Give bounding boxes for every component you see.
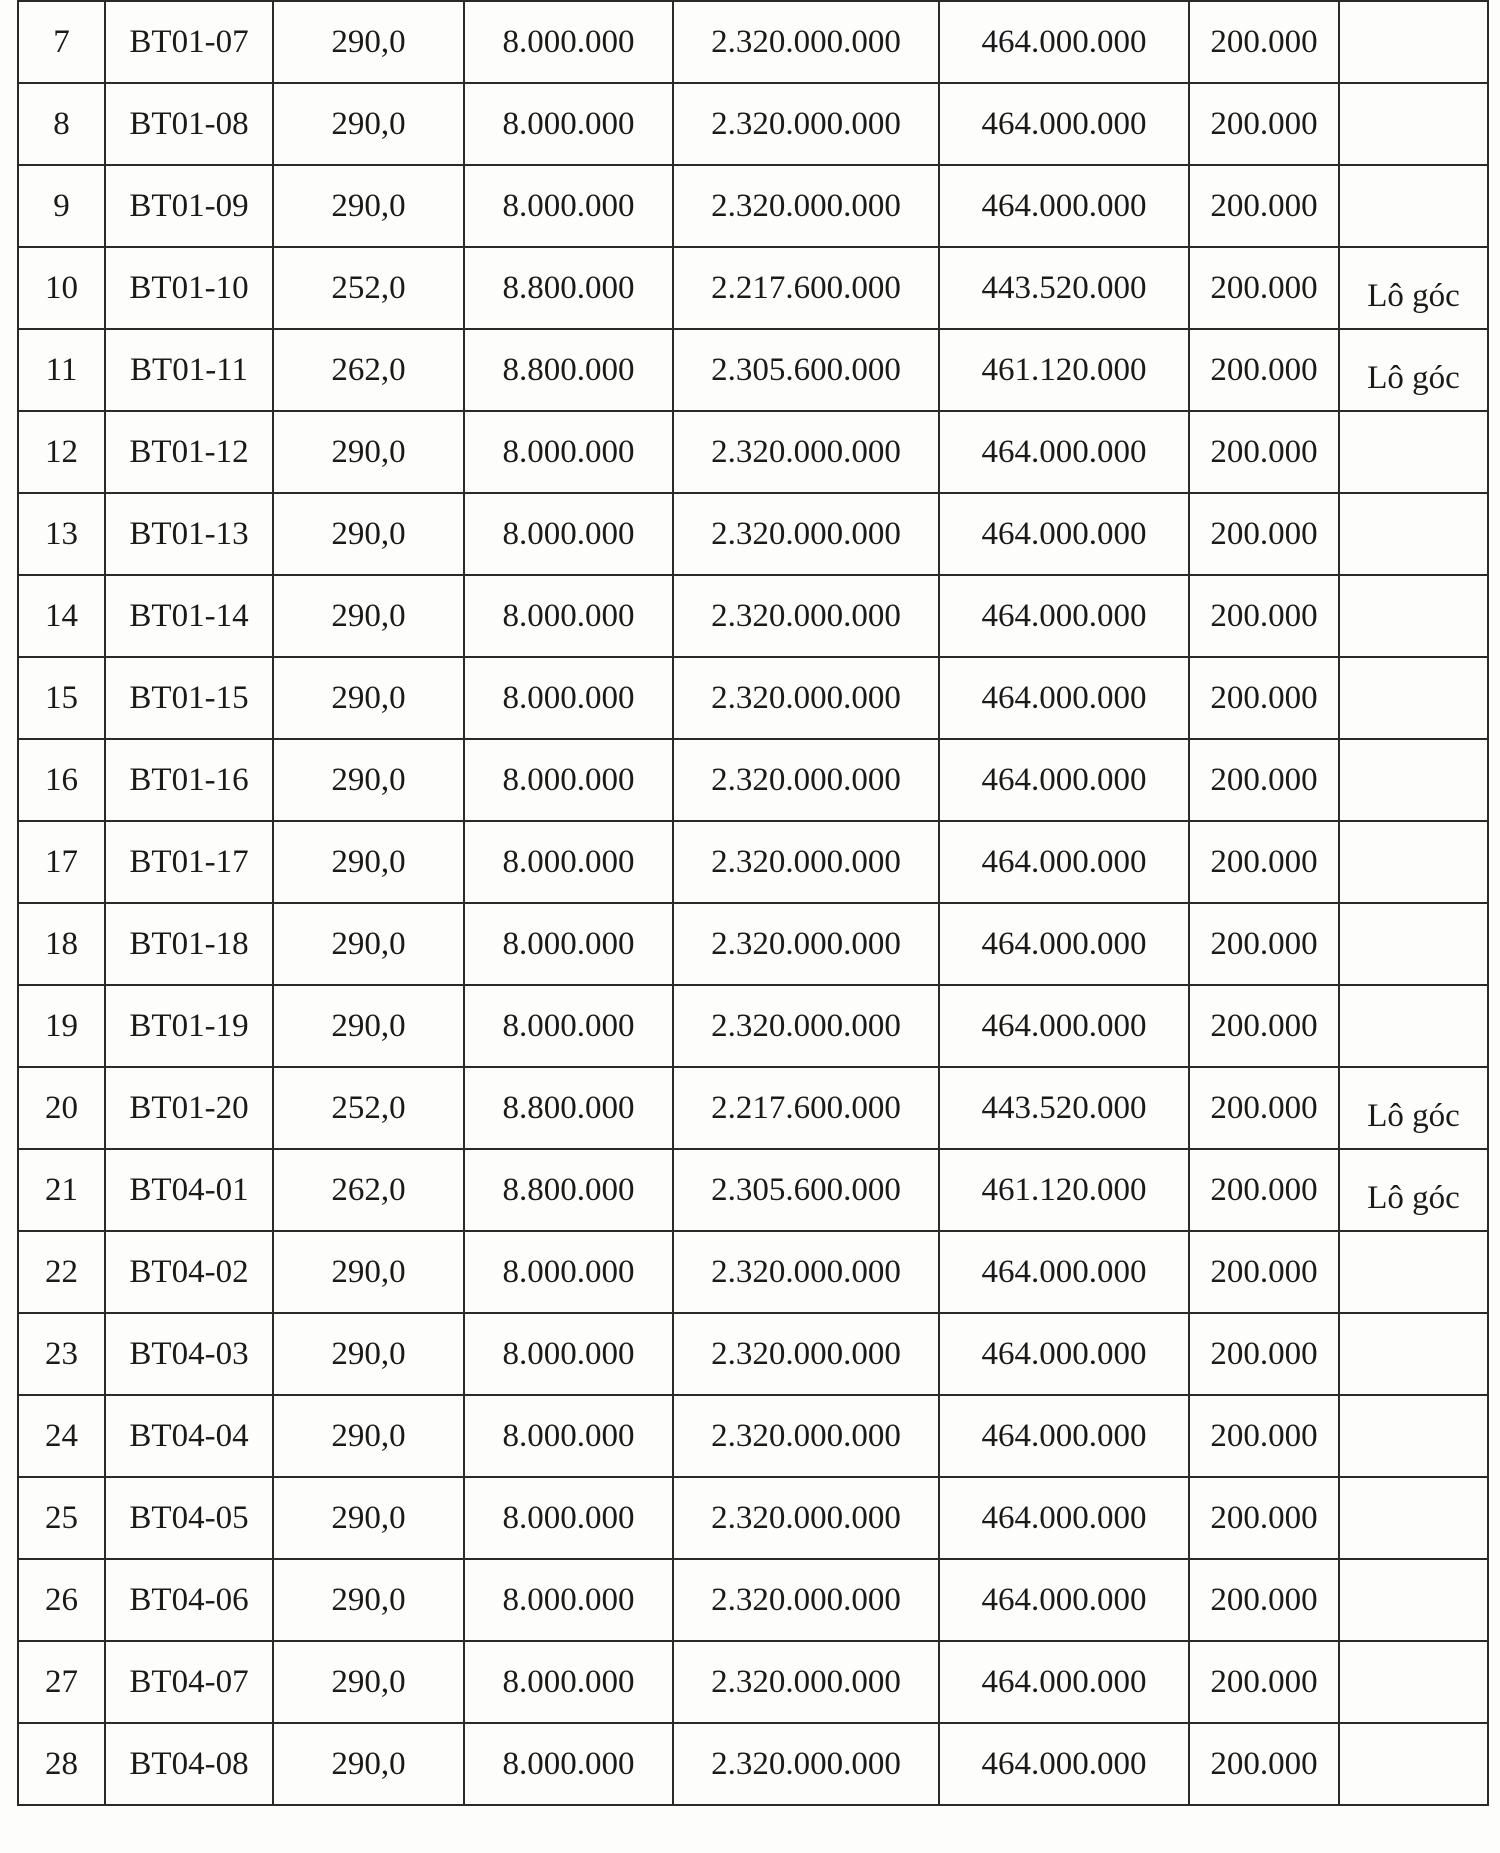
cell-deposit: 464.000.000 <box>939 1559 1189 1641</box>
cell-area: 290,0 <box>273 1723 464 1805</box>
cell-index: 27 <box>18 1641 105 1723</box>
cell-deposit: 443.520.000 <box>939 247 1189 329</box>
table-row <box>18 1559 1488 1641</box>
cell-note <box>1339 1 1488 83</box>
cell-area: 290,0 <box>273 1641 464 1723</box>
cell-index: 26 <box>18 1559 105 1641</box>
cell-area: 290,0 <box>273 493 464 575</box>
cell-lot-code: BT01-11 <box>105 329 273 411</box>
lot-price-table <box>17 0 1489 1806</box>
cell-index: 16 <box>18 739 105 821</box>
cell-unit-price: 8.000.000 <box>464 575 673 657</box>
cell-note <box>1339 165 1488 247</box>
cell-unit-price: 8.000.000 <box>464 165 673 247</box>
cell-total-price: 2.320.000.000 <box>673 903 939 985</box>
cell-unit-price: 8.800.000 <box>464 1067 673 1149</box>
cell-area: 290,0 <box>273 821 464 903</box>
cell-total-price: 2.320.000.000 <box>673 985 939 1067</box>
cell-index: 12 <box>18 411 105 493</box>
cell-lot-code: BT04-02 <box>105 1231 273 1313</box>
cell-unit-price: 8.000.000 <box>464 739 673 821</box>
cell-unit-price: 8.000.000 <box>464 83 673 165</box>
table-body <box>18 1 1488 1805</box>
cell-area: 290,0 <box>273 165 464 247</box>
cell-total-price: 2.320.000.000 <box>673 411 939 493</box>
cell-total-price: 2.320.000.000 <box>673 1477 939 1559</box>
table-row <box>18 329 1488 411</box>
cell-area: 290,0 <box>273 83 464 165</box>
cell-total-price: 2.320.000.000 <box>673 1313 939 1395</box>
cell-note <box>1339 1559 1488 1641</box>
cell-index: 23 <box>18 1313 105 1395</box>
table-row <box>18 575 1488 657</box>
cell-lot-code: BT01-18 <box>105 903 273 985</box>
cell-lot-code: BT04-03 <box>105 1313 273 1395</box>
cell-fee: 200.000 <box>1189 1 1339 83</box>
cell-lot-code: BT01-15 <box>105 657 273 739</box>
table-row <box>18 657 1488 739</box>
table-row <box>18 739 1488 821</box>
cell-deposit: 464.000.000 <box>939 903 1189 985</box>
cell-deposit: 464.000.000 <box>939 411 1189 493</box>
cell-deposit: 443.520.000 <box>939 1067 1189 1149</box>
cell-lot-code: BT04-05 <box>105 1477 273 1559</box>
cell-note <box>1339 493 1488 575</box>
cell-total-price: 2.320.000.000 <box>673 1723 939 1805</box>
cell-fee: 200.000 <box>1189 1559 1339 1641</box>
cell-fee: 200.000 <box>1189 1149 1339 1231</box>
cell-fee: 200.000 <box>1189 1477 1339 1559</box>
cell-note: Lô góc <box>1339 1149 1488 1231</box>
cell-fee: 200.000 <box>1189 1723 1339 1805</box>
table-row <box>18 1067 1488 1149</box>
cell-index: 24 <box>18 1395 105 1477</box>
cell-note: Lô góc <box>1339 247 1488 329</box>
table-row <box>18 83 1488 165</box>
cell-deposit: 464.000.000 <box>939 493 1189 575</box>
cell-unit-price: 8.000.000 <box>464 411 673 493</box>
cell-deposit: 464.000.000 <box>939 1231 1189 1313</box>
cell-area: 290,0 <box>273 657 464 739</box>
cell-fee: 200.000 <box>1189 1231 1339 1313</box>
cell-note <box>1339 1723 1488 1805</box>
cell-area: 290,0 <box>273 1477 464 1559</box>
cell-deposit: 464.000.000 <box>939 165 1189 247</box>
cell-note <box>1339 903 1488 985</box>
cell-total-price: 2.320.000.000 <box>673 493 939 575</box>
cell-lot-code: BT01-12 <box>105 411 273 493</box>
cell-unit-price: 8.000.000 <box>464 1559 673 1641</box>
cell-fee: 200.000 <box>1189 165 1339 247</box>
cell-deposit: 464.000.000 <box>939 739 1189 821</box>
cell-index: 13 <box>18 493 105 575</box>
table-row <box>18 821 1488 903</box>
cell-lot-code: BT01-16 <box>105 739 273 821</box>
cell-unit-price: 8.000.000 <box>464 1 673 83</box>
cell-deposit: 464.000.000 <box>939 1395 1189 1477</box>
cell-lot-code: BT01-07 <box>105 1 273 83</box>
cell-index: 8 <box>18 83 105 165</box>
cell-area: 252,0 <box>273 1067 464 1149</box>
cell-unit-price: 8.000.000 <box>464 1723 673 1805</box>
cell-note: Lô góc <box>1339 1067 1488 1149</box>
cell-index: 9 <box>18 165 105 247</box>
cell-unit-price: 8.800.000 <box>464 247 673 329</box>
cell-note <box>1339 575 1488 657</box>
cell-area: 290,0 <box>273 1231 464 1313</box>
cell-lot-code: BT04-08 <box>105 1723 273 1805</box>
cell-note <box>1339 985 1488 1067</box>
cell-fee: 200.000 <box>1189 985 1339 1067</box>
cell-index: 14 <box>18 575 105 657</box>
cell-lot-code: BT01-17 <box>105 821 273 903</box>
cell-area: 262,0 <box>273 1149 464 1231</box>
cell-lot-code: BT01-13 <box>105 493 273 575</box>
table-row <box>18 1149 1488 1231</box>
cell-index: 7 <box>18 1 105 83</box>
cell-fee: 200.000 <box>1189 1313 1339 1395</box>
cell-area: 290,0 <box>273 985 464 1067</box>
cell-area: 290,0 <box>273 1559 464 1641</box>
cell-fee: 200.000 <box>1189 493 1339 575</box>
cell-unit-price: 8.000.000 <box>464 1231 673 1313</box>
cell-index: 21 <box>18 1149 105 1231</box>
cell-unit-price: 8.000.000 <box>464 493 673 575</box>
cell-fee: 200.000 <box>1189 739 1339 821</box>
table-row <box>18 1641 1488 1723</box>
cell-deposit: 464.000.000 <box>939 83 1189 165</box>
cell-deposit: 464.000.000 <box>939 657 1189 739</box>
cell-area: 262,0 <box>273 329 464 411</box>
cell-unit-price: 8.800.000 <box>464 329 673 411</box>
cell-deposit: 461.120.000 <box>939 1149 1189 1231</box>
cell-lot-code: BT01-09 <box>105 165 273 247</box>
cell-index: 22 <box>18 1231 105 1313</box>
cell-total-price: 2.320.000.000 <box>673 83 939 165</box>
cell-deposit: 464.000.000 <box>939 1313 1189 1395</box>
cell-total-price: 2.320.000.000 <box>673 821 939 903</box>
cell-index: 17 <box>18 821 105 903</box>
cell-total-price: 2.320.000.000 <box>673 1 939 83</box>
cell-unit-price: 8.000.000 <box>464 1313 673 1395</box>
table-row <box>18 1395 1488 1477</box>
cell-index: 11 <box>18 329 105 411</box>
cell-total-price: 2.305.600.000 <box>673 329 939 411</box>
cell-area: 290,0 <box>273 903 464 985</box>
cell-deposit: 461.120.000 <box>939 329 1189 411</box>
cell-deposit: 464.000.000 <box>939 821 1189 903</box>
cell-deposit: 464.000.000 <box>939 575 1189 657</box>
cell-note <box>1339 1395 1488 1477</box>
cell-lot-code: BT01-19 <box>105 985 273 1067</box>
cell-note: Lô góc <box>1339 329 1488 411</box>
cell-deposit: 464.000.000 <box>939 1477 1189 1559</box>
table-row <box>18 1313 1488 1395</box>
table-row <box>18 1 1488 83</box>
cell-unit-price: 8.000.000 <box>464 985 673 1067</box>
table-row <box>18 1723 1488 1805</box>
cell-note <box>1339 821 1488 903</box>
cell-total-price: 2.320.000.000 <box>673 575 939 657</box>
cell-deposit: 464.000.000 <box>939 1 1189 83</box>
cell-area: 290,0 <box>273 1 464 83</box>
cell-fee: 200.000 <box>1189 83 1339 165</box>
cell-unit-price: 8.800.000 <box>464 1149 673 1231</box>
cell-unit-price: 8.000.000 <box>464 1395 673 1477</box>
cell-unit-price: 8.000.000 <box>464 1477 673 1559</box>
cell-deposit: 464.000.000 <box>939 1641 1189 1723</box>
cell-fee: 200.000 <box>1189 903 1339 985</box>
cell-total-price: 2.217.600.000 <box>673 247 939 329</box>
table-row <box>18 165 1488 247</box>
cell-total-price: 2.320.000.000 <box>673 657 939 739</box>
cell-note <box>1339 739 1488 821</box>
cell-note <box>1339 1477 1488 1559</box>
cell-total-price: 2.320.000.000 <box>673 739 939 821</box>
cell-area: 290,0 <box>273 1313 464 1395</box>
cell-total-price: 2.320.000.000 <box>673 1231 939 1313</box>
cell-total-price: 2.320.000.000 <box>673 165 939 247</box>
cell-unit-price: 8.000.000 <box>464 657 673 739</box>
cell-unit-price: 8.000.000 <box>464 1641 673 1723</box>
table-row <box>18 493 1488 575</box>
cell-lot-code: BT01-10 <box>105 247 273 329</box>
table-row <box>18 1477 1488 1559</box>
cell-note <box>1339 657 1488 739</box>
cell-fee: 200.000 <box>1189 329 1339 411</box>
cell-total-price: 2.320.000.000 <box>673 1395 939 1477</box>
cell-area: 290,0 <box>273 575 464 657</box>
cell-deposit: 464.000.000 <box>939 1723 1189 1805</box>
cell-index: 25 <box>18 1477 105 1559</box>
cell-fee: 200.000 <box>1189 1641 1339 1723</box>
cell-index: 19 <box>18 985 105 1067</box>
cell-lot-code: BT04-04 <box>105 1395 273 1477</box>
cell-note <box>1339 83 1488 165</box>
table-row <box>18 247 1488 329</box>
cell-lot-code: BT04-01 <box>105 1149 273 1231</box>
cell-index: 15 <box>18 657 105 739</box>
cell-lot-code: BT04-06 <box>105 1559 273 1641</box>
cell-unit-price: 8.000.000 <box>464 903 673 985</box>
cell-area: 290,0 <box>273 411 464 493</box>
table-row <box>18 1231 1488 1313</box>
cell-note <box>1339 411 1488 493</box>
cell-fee: 200.000 <box>1189 575 1339 657</box>
cell-note <box>1339 1231 1488 1313</box>
cell-note <box>1339 1641 1488 1723</box>
cell-note <box>1339 1313 1488 1395</box>
cell-fee: 200.000 <box>1189 821 1339 903</box>
table-row <box>18 903 1488 985</box>
cell-index: 18 <box>18 903 105 985</box>
cell-area: 252,0 <box>273 247 464 329</box>
cell-deposit: 464.000.000 <box>939 985 1189 1067</box>
cell-lot-code: BT01-20 <box>105 1067 273 1149</box>
cell-lot-code: BT01-08 <box>105 83 273 165</box>
cell-fee: 200.000 <box>1189 411 1339 493</box>
cell-total-price: 2.320.000.000 <box>673 1641 939 1723</box>
cell-area: 290,0 <box>273 1395 464 1477</box>
table-row <box>18 411 1488 493</box>
cell-index: 10 <box>18 247 105 329</box>
cell-fee: 200.000 <box>1189 657 1339 739</box>
cell-fee: 200.000 <box>1189 1395 1339 1477</box>
table-row <box>18 985 1488 1067</box>
cell-total-price: 2.320.000.000 <box>673 1559 939 1641</box>
cell-index: 20 <box>18 1067 105 1149</box>
cell-total-price: 2.217.600.000 <box>673 1067 939 1149</box>
cell-area: 290,0 <box>273 739 464 821</box>
cell-index: 28 <box>18 1723 105 1805</box>
cell-total-price: 2.305.600.000 <box>673 1149 939 1231</box>
cell-lot-code: BT04-07 <box>105 1641 273 1723</box>
cell-fee: 200.000 <box>1189 247 1339 329</box>
cell-lot-code: BT01-14 <box>105 575 273 657</box>
cell-unit-price: 8.000.000 <box>464 821 673 903</box>
cell-fee: 200.000 <box>1189 1067 1339 1149</box>
